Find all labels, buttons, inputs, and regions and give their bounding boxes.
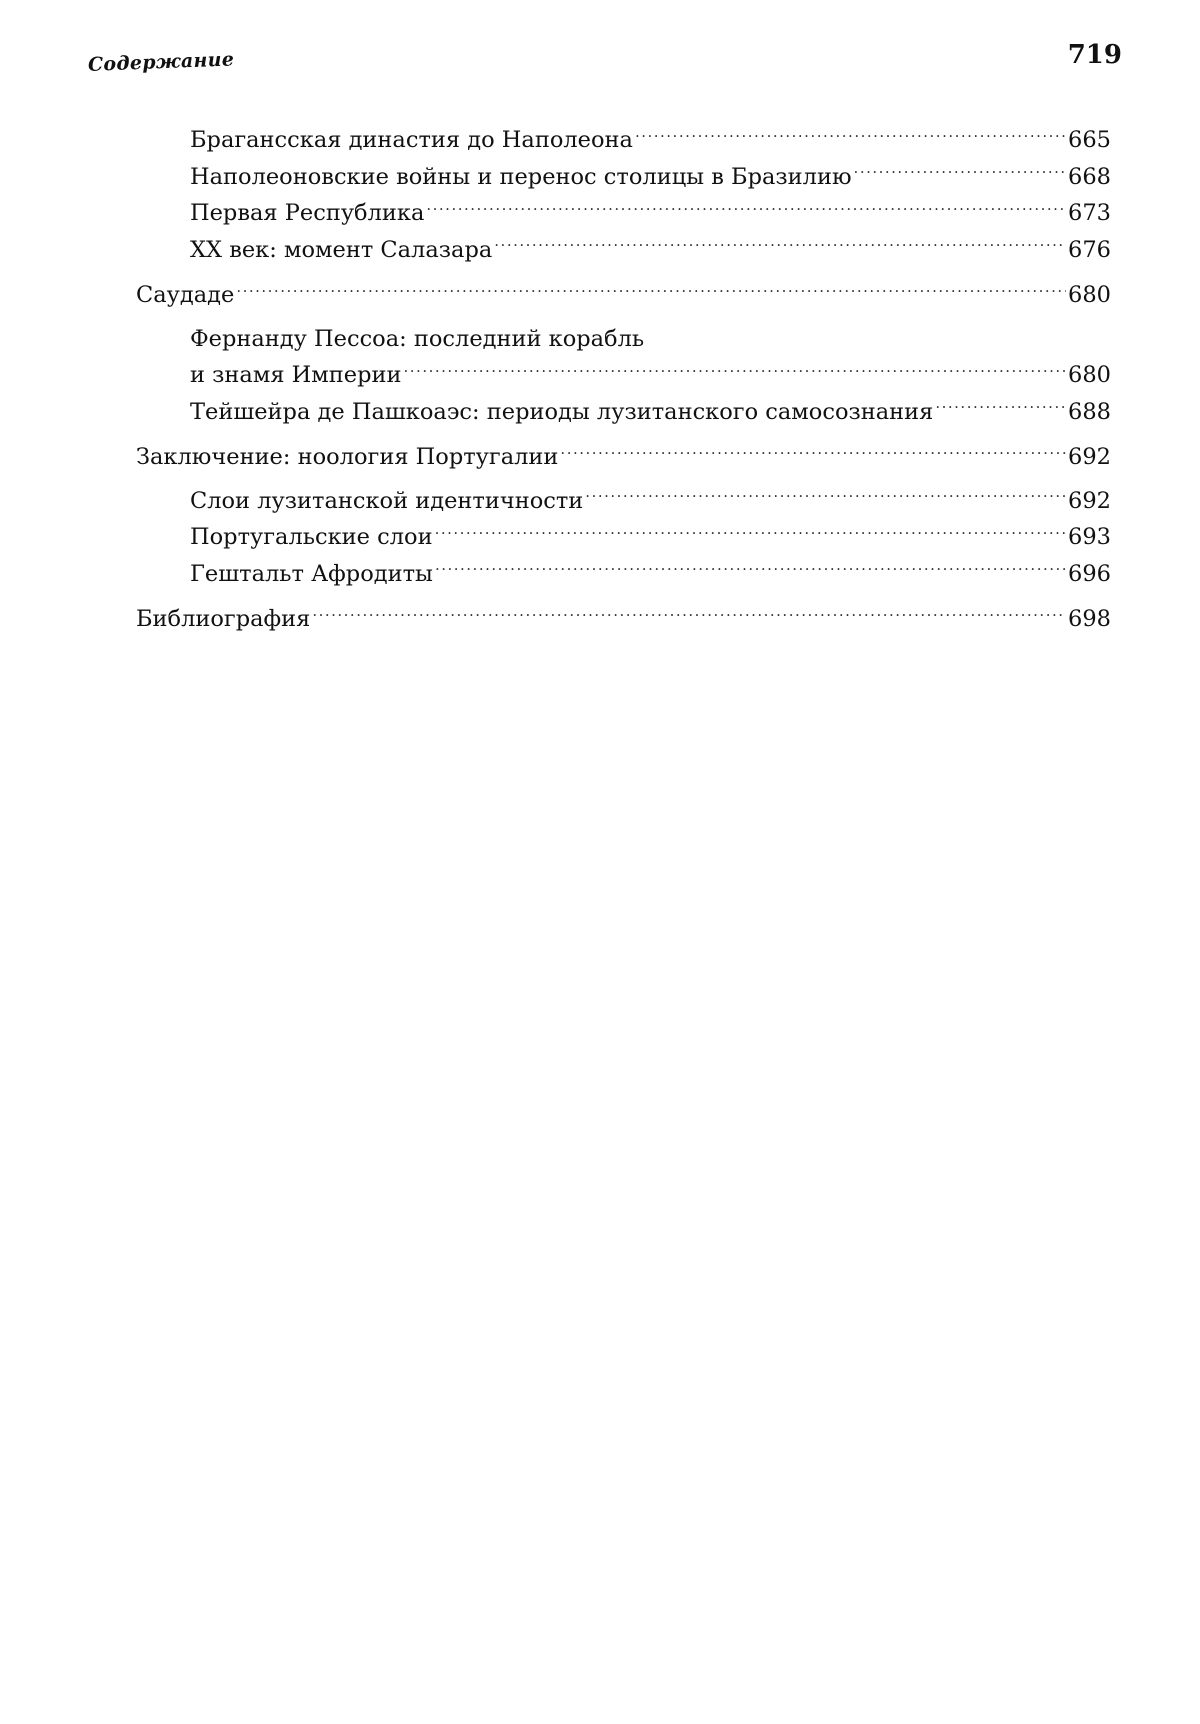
toc-entry[interactable] [136,483,1111,520]
toc-entry[interactable] [136,122,1111,159]
toc-entry-title: Португальские слои [190,524,433,550]
toc-entry-main[interactable] [136,277,1111,314]
toc-entry-title: Слои лузитанской идентичности [190,487,584,514]
toc-entry[interactable] [136,556,1111,593]
toc-entry-main[interactable] [136,439,1111,476]
dot-leader [426,198,1066,221]
dot-leader [435,558,1066,581]
toc-entry-page: 692 [1068,444,1111,470]
toc-entry-title: Тейшейра де Пашкоаэс: периоды лузитанского самосознания [190,398,934,425]
toc-entry-page: 676 [1068,236,1111,263]
dot-leader [854,161,1067,184]
toc-entry-page: 680 [1068,362,1111,388]
page-number: 719 [1067,40,1122,70]
toc-entry[interactable] [136,195,1111,232]
toc-entry-page: 680 [1068,282,1111,308]
toc-entry-title-continued: и знамя Империи [190,362,402,388]
toc-entry-page: 692 [1068,487,1111,514]
toc-entry-page: 673 [1068,200,1111,226]
toc-entry[interactable] [136,321,1111,394]
toc-entry-page: 668 [1068,163,1111,190]
toc-entry-title: Первая Республика [190,200,425,226]
toc-entry[interactable] [136,394,1111,431]
dot-leader [312,604,1066,627]
toc-entry[interactable] [136,519,1111,556]
toc-entry-title: Наполеоновские войны и перенос столицы в Бразилию [190,163,852,190]
toc-entry[interactable] [136,159,1111,196]
dot-leader [404,360,1067,383]
dot-leader [635,125,1066,148]
toc-entry-page: 698 [1068,606,1111,632]
running-title: Содержание [87,48,235,76]
toc-entry-page: 688 [1068,398,1111,425]
toc-entry-title: Заключение: ноология Португалии [136,444,559,470]
toc-entry-title: Гештальт Афродиты [190,560,433,587]
toc-entry-title: Библиография [136,606,311,632]
toc-entry[interactable] [136,232,1111,269]
toc-entry-main[interactable] [136,601,1111,638]
dot-leader [585,485,1066,508]
dot-leader [236,280,1066,303]
dot-leader [494,234,1066,257]
table-of-contents [136,122,1111,638]
toc-entry-page: 693 [1068,524,1111,550]
toc-entry-title: XX век: момент Салазара [190,236,493,263]
dot-leader [435,522,1066,545]
toc-entry-title: Фернанду Пессоа: последний корабль [190,325,645,352]
toc-entry-title: Саудаде [136,282,235,308]
toc-entry-page: 696 [1068,560,1111,587]
toc-entry-page: 665 [1068,127,1111,153]
page-header [88,40,1122,88]
dot-leader [935,396,1066,419]
toc-entry-title: Брагансская династия до Наполеона [190,127,633,153]
dot-leader [560,442,1066,465]
